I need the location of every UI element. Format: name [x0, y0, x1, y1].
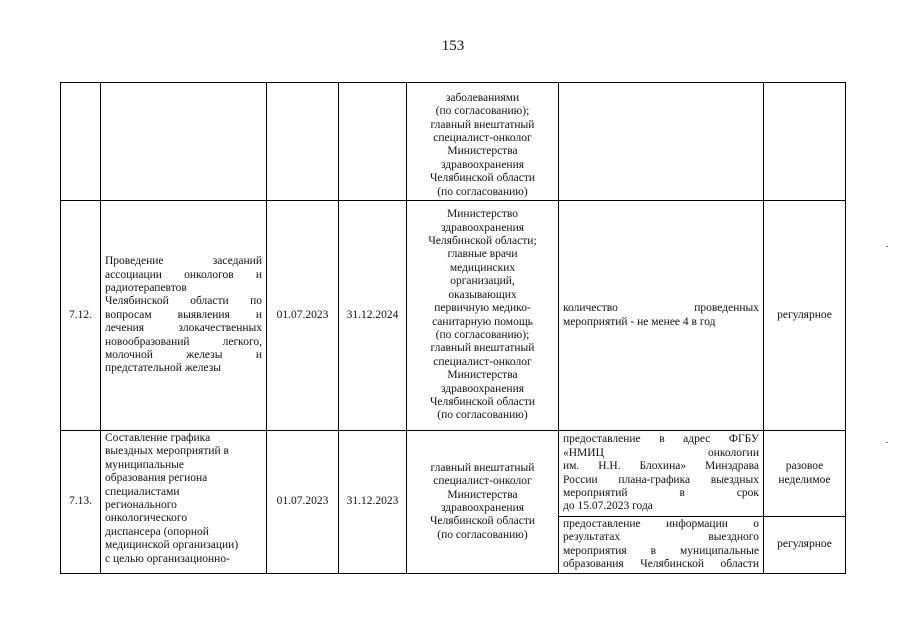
event-line: регионального: [105, 499, 177, 512]
end-date-cell: 31.12.2024: [339, 201, 407, 431]
responsible-line: (по согласованию);: [435, 105, 530, 118]
result-line: предоставление информации о: [563, 518, 759, 530]
end-date-cell: 31.12.2023: [339, 431, 407, 574]
responsible-cell: [407, 201, 559, 431]
responsible-line: (по согласованию): [437, 409, 528, 422]
responsible-line: Министерства: [447, 369, 518, 382]
event-line: новообразований легкого,: [105, 335, 262, 348]
table-row: [61, 83, 846, 201]
result-line: России плана-графика выездных: [563, 473, 759, 486]
result-line: предоставление в адрес ФГБУ: [563, 433, 759, 446]
frequency-cell: [764, 83, 846, 201]
responsible-line: организаций,: [450, 275, 515, 288]
event-line: выездных мероприятий в: [105, 445, 229, 458]
frequency-cell: [764, 517, 846, 574]
row-number-cell: [61, 83, 101, 201]
event-cell: [101, 431, 267, 574]
frequency-cell: [764, 201, 846, 431]
responsible-line: Челябинской области;: [428, 235, 537, 248]
responsible-cell: [407, 431, 559, 574]
event-line: муниципальные: [105, 458, 184, 471]
responsible-line: Министерство: [447, 208, 518, 221]
result-line: мероприятий - не менее 4 в год: [563, 315, 716, 328]
responsible-line: главный внештатный: [430, 118, 535, 131]
responsible-line: Министерства: [447, 488, 518, 501]
responsible-line: главный внештатный: [430, 342, 535, 355]
frequency-cell: [764, 431, 846, 517]
event-line: диспансера (опорной: [105, 525, 209, 538]
event-line: Составление графика: [105, 432, 211, 444]
responsible-line: специалист-онколог: [433, 475, 532, 488]
plan-table: [60, 82, 846, 574]
responsible-line: здравоохранения: [440, 221, 525, 234]
start-date-cell: 01.07.2023: [267, 431, 339, 574]
event-line: с целью организационно-: [105, 552, 230, 565]
responsible-line: Челябинской области: [429, 515, 536, 528]
table-row: [61, 201, 846, 431]
event-line: образования региона: [105, 472, 208, 485]
responsible-line: Министерства: [447, 145, 518, 158]
result-cell: [559, 431, 764, 517]
event-cell: [101, 83, 267, 201]
event-cell: [101, 201, 267, 431]
start-date-cell: [267, 83, 339, 201]
responsible-line: первичную медико-: [434, 302, 531, 315]
result-line: мероприятия в муниципальные: [563, 544, 759, 557]
result-cell: [559, 83, 764, 201]
responsible-line: (по согласованию): [437, 185, 528, 198]
responsible-line: медицинских: [449, 261, 516, 274]
result-line: им. Н.Н. Блохина» Минздрава: [563, 460, 759, 473]
event-line: онкологического: [105, 512, 188, 525]
scan-speck: [886, 442, 888, 443]
responsible-line: здравоохранения: [440, 382, 525, 395]
event-line: вопросам выявления и: [105, 308, 262, 321]
frequency-line: регулярное: [777, 538, 832, 551]
table-row: [61, 431, 846, 517]
result-line: образования Челябинской области: [563, 558, 759, 571]
frequency-line: регулярное: [777, 308, 832, 321]
result-cell: [559, 517, 764, 574]
responsible-line: главные врачи: [447, 248, 518, 261]
event-line: Проведение заседаний: [105, 255, 262, 268]
start-date-cell: 01.07.2023: [267, 201, 339, 431]
responsible-line: санитарную помощь: [432, 315, 533, 328]
event-line: Челябинской области по: [105, 295, 262, 308]
responsible-line: заболеваниями: [445, 91, 520, 104]
result-line: мероприятий в срок: [563, 486, 759, 499]
page-number: 153: [441, 38, 465, 54]
responsible-line: специалист-онколог: [433, 355, 532, 368]
responsible-line: главный внештатный: [430, 461, 535, 474]
event-line: ассоциации онкологов и: [105, 268, 262, 281]
end-date-cell: [339, 83, 407, 201]
responsible-line: оказывающих: [448, 288, 517, 301]
event-line: предстательной железы: [105, 362, 221, 375]
event-line: лечения злокачественных: [105, 322, 262, 335]
frequency-line: неделимое: [778, 473, 831, 486]
event-line: специалистами: [105, 485, 180, 498]
responsible-line: (по согласованию);: [435, 328, 530, 341]
event-line: молочной железы и: [105, 349, 262, 362]
responsible-line: Челябинской области: [429, 172, 536, 185]
frequency-line: разовое: [785, 460, 824, 473]
responsible-cell: [407, 83, 559, 201]
result-line: результатах выездного: [563, 531, 759, 544]
responsible-line: здравоохранения: [440, 502, 525, 514]
responsible-line: здравоохранения: [440, 158, 525, 171]
event-line: медицинской организации): [105, 539, 239, 552]
event-line: радиотерапевтов: [105, 281, 187, 294]
row-number-cell: 7.13.: [61, 431, 101, 574]
responsible-line: Челябинской области: [429, 395, 536, 408]
result-line: «НМИЦ онкологии: [563, 446, 759, 459]
result-line: до 15.07.2023 года: [563, 500, 653, 513]
result-cell: [559, 201, 764, 431]
responsible-line: специалист-онколог: [433, 131, 532, 144]
responsible-line: (по согласованию): [437, 528, 528, 541]
row-number-cell: 7.12.: [61, 201, 101, 431]
result-line: количество проведенных: [563, 302, 759, 315]
scan-speck: [886, 246, 888, 247]
